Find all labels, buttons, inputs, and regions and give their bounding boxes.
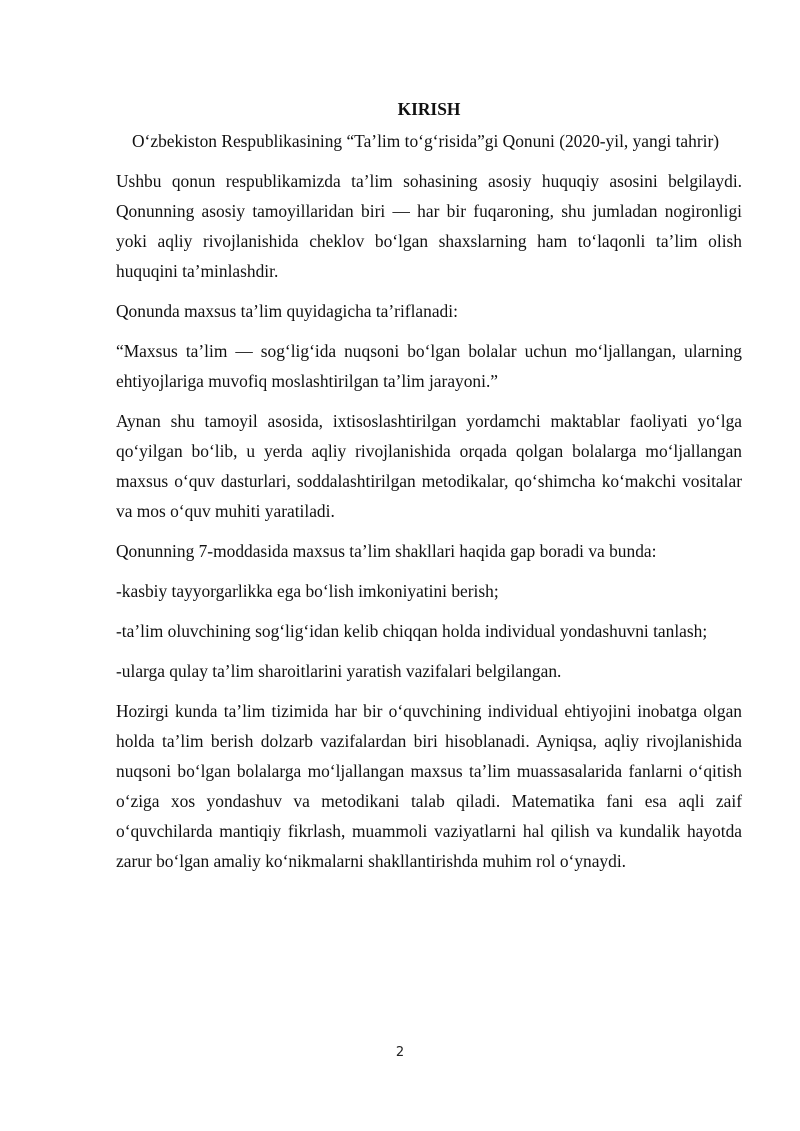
page-number: 2 <box>395 1045 405 1060</box>
paragraph-mathematics-role: Hozirgi kunda ta’lim tizimida har bir o‘quvchining individual ehtiyojini inobatga olgan holda ta’lim berish dolzarb vazifalardan biri hisoblanadi. Ayniqsa, aqliy rivojlanishida nuqsoni bo‘lgan bolalarga mo‘ljallangan maxsus ta’lim muassasalarida fanlarni o‘qitish o‘ziga xos yondashuv va metodikani talab qiladi. Matematika fani esa aqli zaif o‘quvchilarda mantiqiy fikrlash, muammoli vaziyatlarni hal qilish va kundalik hayotda zarur bo‘lgan amaliy ko‘nikmalarni shakllantirishda muhim rol o‘ynaydi. <box>116 701 742 871</box>
paragraph-definition-intro: Qonunda maxsus ta’lim quyidagicha ta’riflanadi: <box>116 301 458 321</box>
paragraph-definition-quote: “Maxsus ta’lim — sog‘lig‘ida nuqsoni bo‘lgan bolalar uchun mo‘ljallangan, ularning ehtiyojlariga muvofiq moslashtirilgan ta’lim jarayoni.” <box>116 341 742 391</box>
section-title: KIRISH <box>397 99 461 119</box>
paragraph-special-schools: Aynan shu tamoyil asosida, ixtisoslashtirilgan yordamchi maktablar faoliyati yo‘lga qo‘yilgan bo‘lib, u yerda aqliy rivojlanishida orqada qolgan bolalarga mo‘ljallangan maxsus o‘quv dasturlari, soddalashtirilgan metodikalar, qo‘shimcha ko‘makchi vositalar va mos o‘quv muhiti yaratiladi. <box>116 411 742 521</box>
paragraph-law-title: O‘zbekiston Respublikasining “Ta’lim to‘g‘risida”gi Qonuni (2020-yil, yangi tahrir) <box>132 131 720 151</box>
list-item-comfortable-conditions: -ularga qulay ta’lim sharoitlarini yaratish vazifalari belgilangan. <box>116 661 562 681</box>
paragraph-article-7: Qonunning 7-moddasida maxsus ta’lim shakllari haqida gap boradi va bunda: <box>116 541 657 561</box>
document-body <box>116 94 742 886</box>
list-item-individual-approach: -ta’lim oluvchining sog‘lig‘idan kelib chiqqan holda individual yondashuvni tanlash; <box>116 621 708 641</box>
paragraph-law-basis: Ushbu qonun respublikamizda ta’lim sohasining asosiy huquqiy asosini belgilaydi. Qonunning asosiy tamoyillaridan biri — har bir fuqaroning, shu jumladan nogironligi yoki aqliy rivojlanishida cheklov bo‘lgan shaxslarning ham to‘laqonli ta’lim olish huquqini ta’minlashdir. <box>116 171 742 281</box>
list-item-professional-training: -kasbiy tayyorgarlikka ega bo‘lish imkoniyatini berish; <box>116 581 499 601</box>
